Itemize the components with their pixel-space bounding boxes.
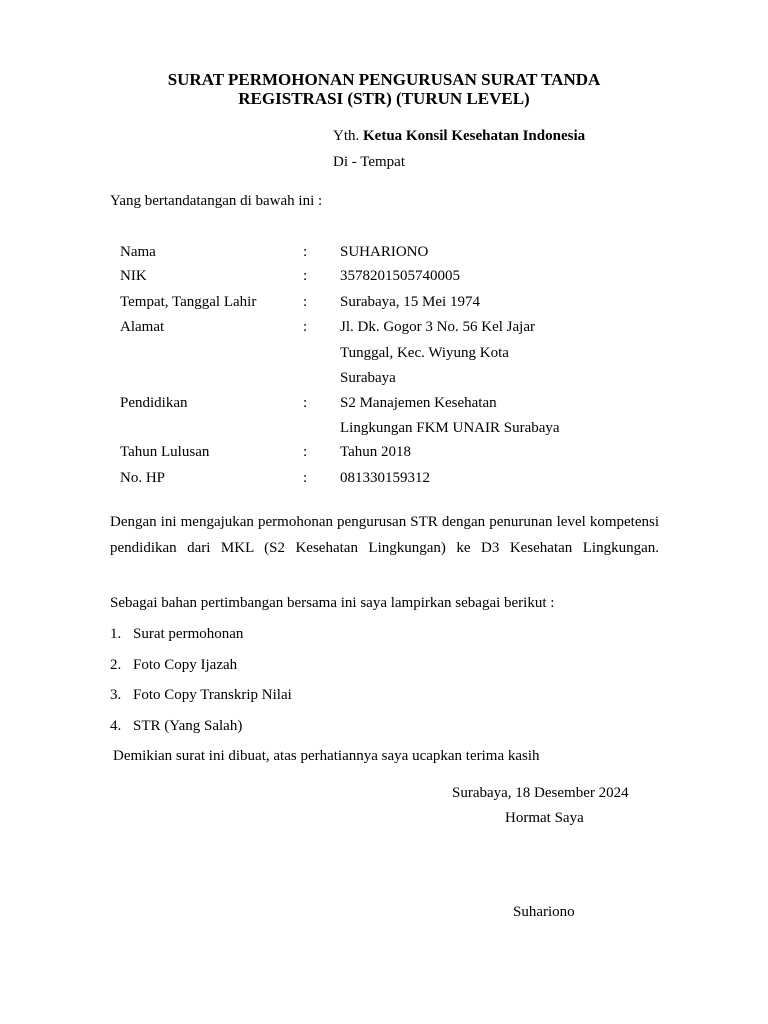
closing-text: Demikian surat ini dibuat, atas perhatiannya saya ucapkan terima kasih <box>113 748 540 764</box>
list-item-number: 2. <box>110 657 122 673</box>
identity-label: Tahun Lulusan <box>120 444 210 460</box>
identity-value: Tahun 2018 <box>340 444 412 460</box>
identity-value: S2 Manajemen Kesehatan <box>340 395 497 411</box>
identity-separator: : <box>303 268 308 284</box>
signature-name: Suhariono <box>513 904 575 920</box>
list-item: Surat permohonan <box>133 626 244 642</box>
attachments-intro: Sebagai bahan pertimbangan bersama ini saya lampirkan sebagai berikut : <box>110 595 555 611</box>
identity-value: SUHARIONO <box>340 244 429 260</box>
identity-separator: : <box>303 470 308 486</box>
recipient-place: Di - Tempat <box>333 154 405 170</box>
identity-value: Lingkungan FKM UNAIR Surabaya <box>340 420 560 436</box>
letter-title-line-2: REGISTRASI (STR) (TURUN LEVEL) <box>238 89 530 108</box>
identity-label: Pendidikan <box>120 395 188 411</box>
request-paragraph: Dengan ini mengajukan permohonan pengurusan STR dengan penurunan level kompetensi pendidikan dari MKL (S2 Kesehatan Lingkungan) ke D3 Kesehatan Lingkungan. <box>110 514 659 556</box>
identity-separator: : <box>303 395 308 411</box>
identity-value: 3578201505740005 <box>340 268 460 284</box>
list-item: STR (Yang Salah) <box>133 718 243 734</box>
recipient-prefix: Yth. <box>333 128 360 144</box>
signature-greeting: Hormat Saya <box>505 810 584 826</box>
identity-value: Surabaya <box>340 370 396 386</box>
intro-text: Yang bertandatangan di bawah ini : <box>110 193 323 209</box>
list-item-number: 1. <box>110 626 122 642</box>
identity-separator: : <box>303 444 308 460</box>
list-item: Foto Copy Transkrip Nilai <box>133 687 292 703</box>
recipient <box>333 128 585 145</box>
identity-separator: : <box>303 319 308 335</box>
identity-label: Alamat <box>120 319 165 335</box>
identity-value: Jl. Dk. Gogor 3 No. 56 Kel Jajar <box>340 319 535 335</box>
identity-label: NIK <box>120 268 147 284</box>
letter-title-line-1: SURAT PERMOHONAN PENGURUSAN SURAT TANDA <box>167 70 601 89</box>
identity-label: Nama <box>120 244 156 260</box>
identity-value: Surabaya, 15 Mei 1974 <box>340 294 480 310</box>
list-item-number: 4. <box>110 718 122 734</box>
signature-place-date: Surabaya, 18 Desember 2024 <box>452 785 629 801</box>
list-item-number: 3. <box>110 687 122 703</box>
identity-label: Tempat, Tanggal Lahir <box>120 294 257 310</box>
identity-label: No. HP <box>120 470 166 486</box>
list-item: Foto Copy Ijazah <box>133 657 238 673</box>
identity-separator: : <box>303 294 308 310</box>
identity-value: Tunggal, Kec. Wiyung Kota <box>340 345 509 361</box>
recipient-name: Ketua Konsil Kesehatan Indonesia <box>363 128 586 144</box>
identity-separator: : <box>303 244 308 260</box>
identity-value: 081330159312 <box>340 470 430 486</box>
